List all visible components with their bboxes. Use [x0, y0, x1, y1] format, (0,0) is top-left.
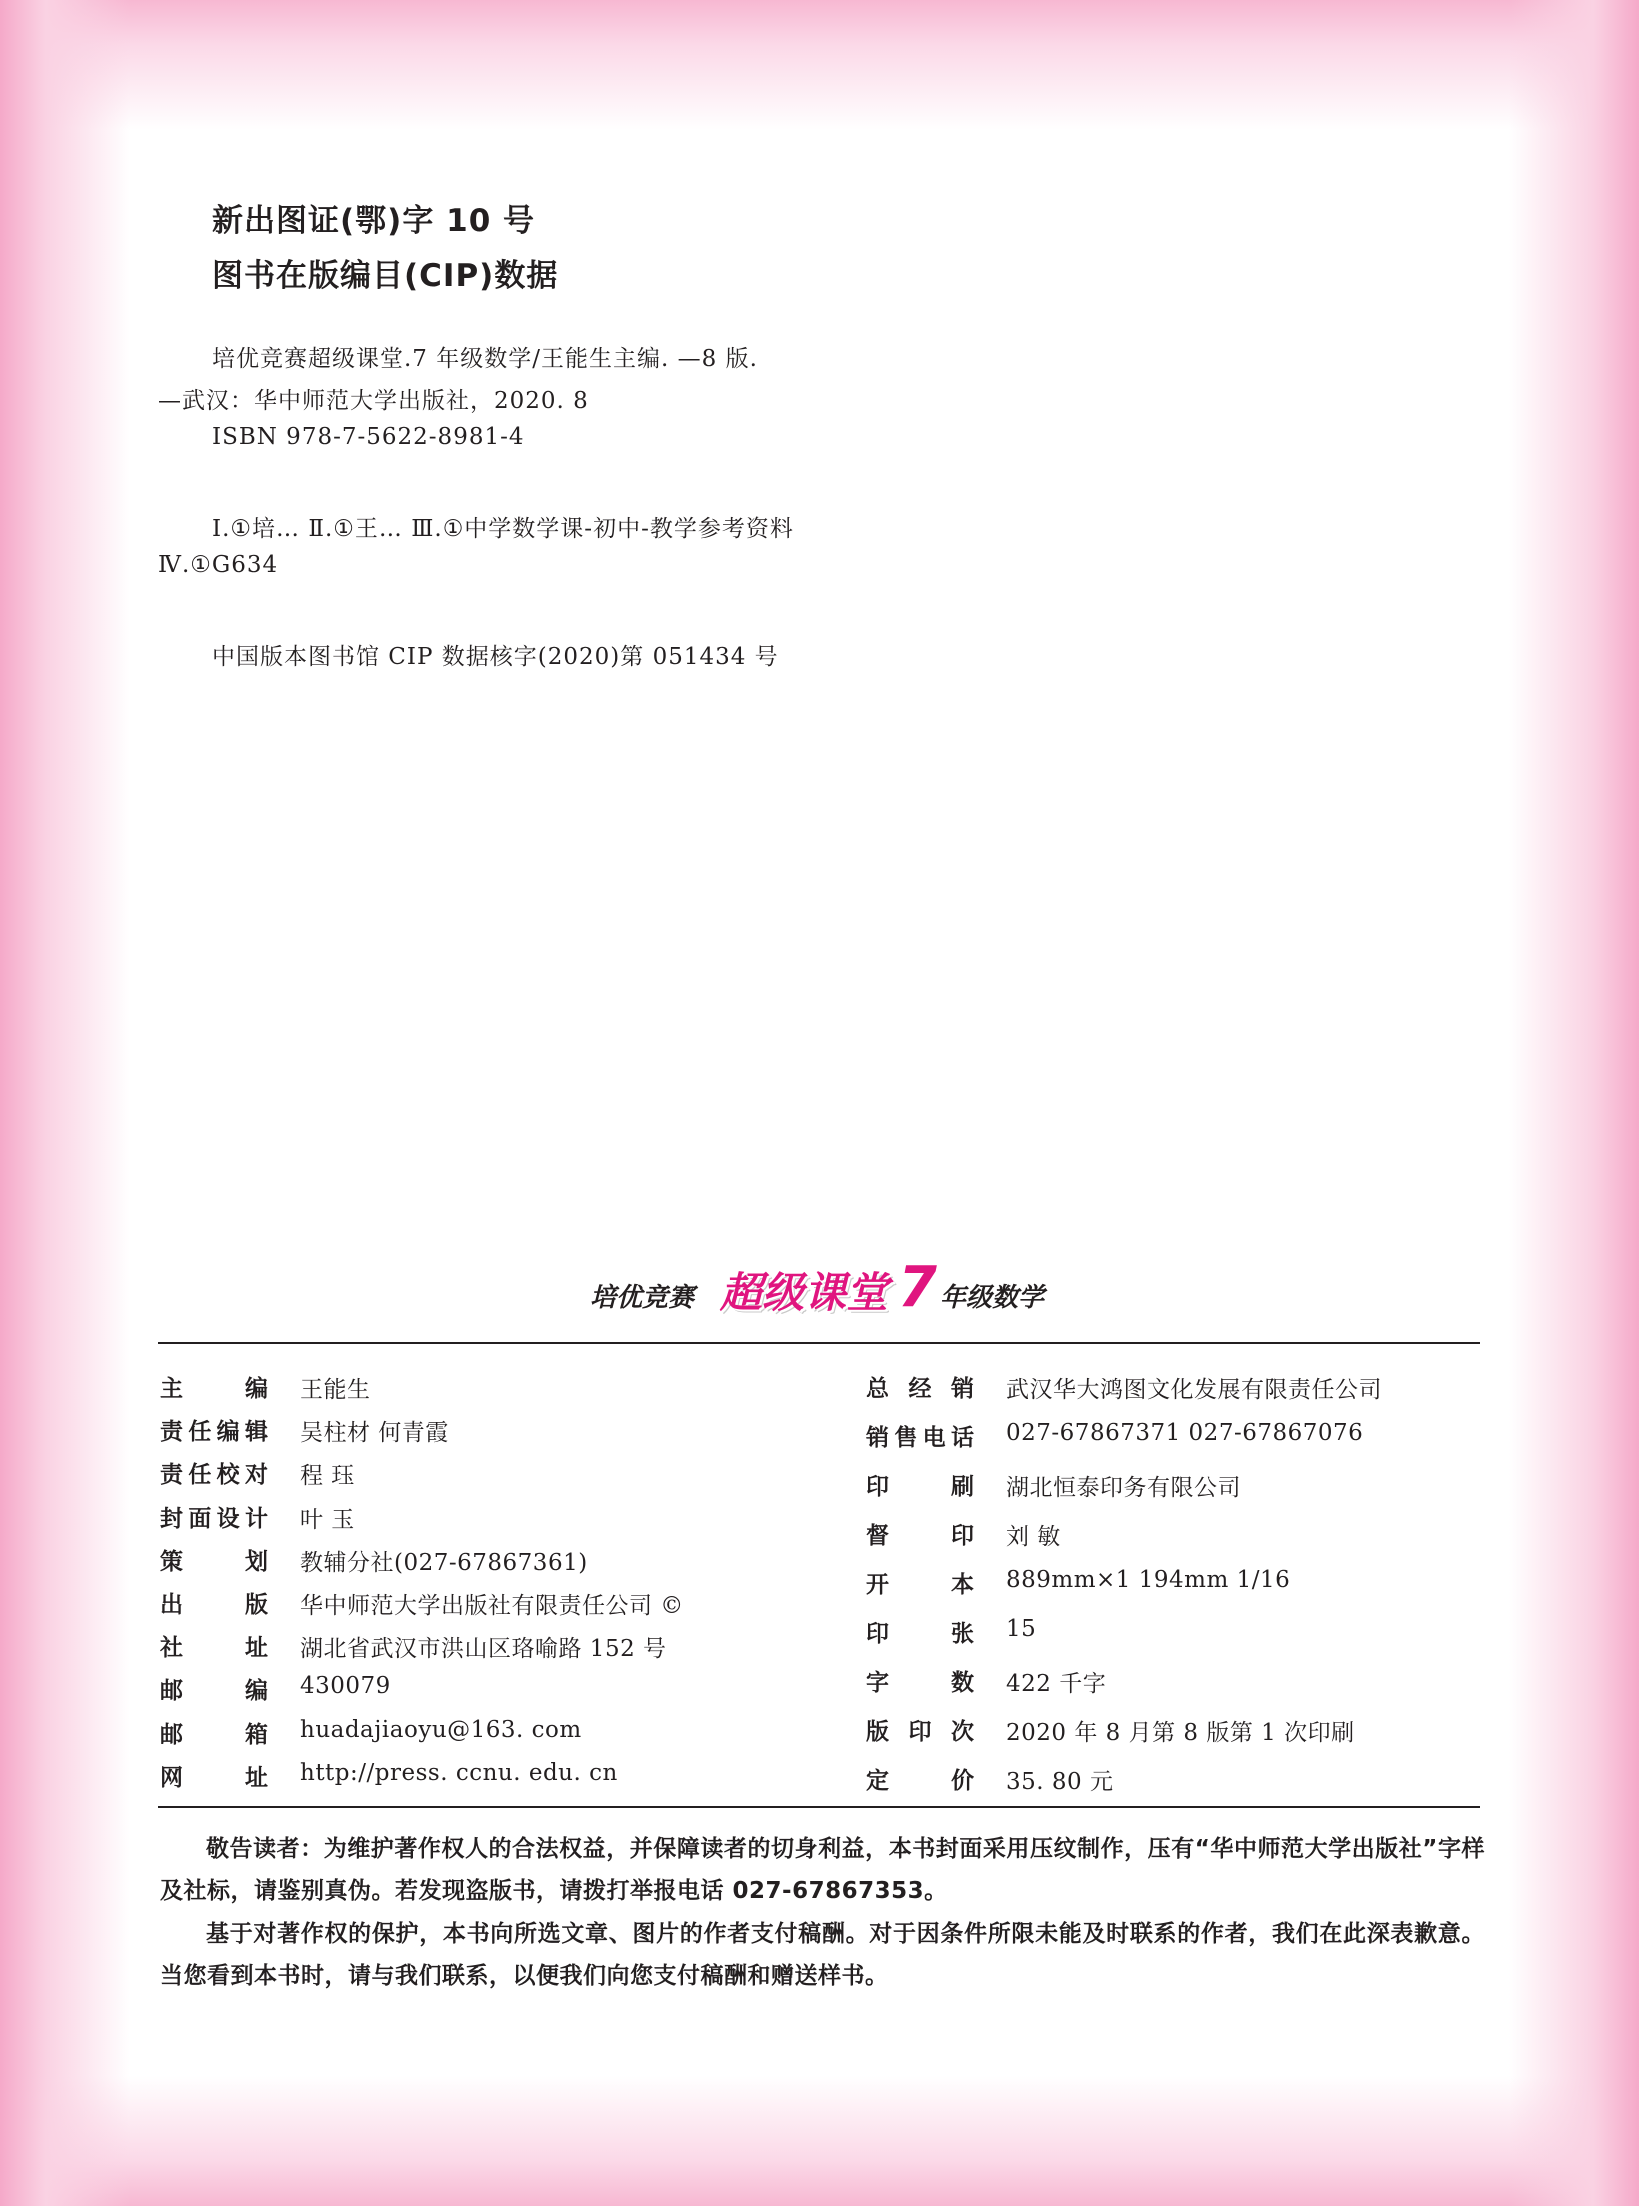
credit-value: 422 千字 — [1006, 1671, 1107, 1697]
credit-value: 430079 — [300, 1673, 391, 1700]
credit-value: 吴柱材 何青霞 — [300, 1420, 449, 1447]
divider-top — [158, 1342, 1480, 1344]
cip-publisher-line: —武汉：华中师范大学出版社，2020. 8 — [158, 388, 589, 414]
credit-label: 定价 — [866, 1768, 974, 1794]
credit-value: 2020 年 8 月第 8 版第 1 次印刷 — [1006, 1720, 1355, 1746]
logo-grade-number: 7 — [898, 1255, 937, 1320]
credit-value: 程 珏 — [300, 1463, 355, 1490]
cip-heading: 图书在版编目(CIP)数据 — [212, 258, 559, 294]
credit-label: 印刷 — [866, 1474, 974, 1500]
credit-value: 华中师范大学出版社有限责任公司 © — [300, 1593, 684, 1619]
divider-bottom — [158, 1806, 1480, 1808]
credit-label: 责任校对 — [160, 1462, 268, 1489]
credit-label: 出版 — [160, 1592, 268, 1618]
series-logo — [580, 1255, 1060, 1325]
cip-classification: Ⅰ.①培… Ⅱ.①王… Ⅲ.①中学数学课-初中-教学参考资料 — [212, 516, 794, 542]
logo-text-chaoji: 超级课堂 — [720, 1268, 889, 1317]
credit-label: 责任编辑 — [160, 1419, 268, 1446]
credit-label: 版印次 — [866, 1719, 974, 1745]
credit-value: 武汉华大鸿图文化发展有限责任公司 — [1006, 1377, 1382, 1403]
cip-classification-cont: Ⅳ.①G634 — [158, 552, 279, 578]
credit-label: 主编 — [160, 1376, 268, 1402]
copyright-notice: 基于对著作权的保护，本书向所选文章、图片的作者支付稿酬。对于因条件所限未能及时联系的作者，我们在此深表歉意。当您看到本书时，请与我们联系，以便我们向您支付稿酬和赠送样书。 — [160, 1921, 1485, 1989]
credit-label: 字数 — [866, 1670, 974, 1696]
credit-value: 027-67867371 027-67867076 — [1006, 1420, 1364, 1446]
logo-text-grade-math: 年级数学 — [940, 1283, 1045, 1313]
credit-label: 开本 — [866, 1572, 974, 1598]
credit-label: 邮编 — [160, 1678, 268, 1705]
credit-value: 刘 敏 — [1006, 1524, 1061, 1550]
credit-value: huadajiaoyu@163. com — [300, 1716, 582, 1743]
credit-value: 湖北省武汉市洪山区珞喻路 152 号 — [300, 1636, 667, 1663]
cip-title-line: 培优竞赛超级课堂.7 年级数学/王能生主编. —8 版. — [212, 346, 758, 372]
credit-label: 销售电话 — [866, 1425, 974, 1451]
credit-label: 策划 — [160, 1548, 268, 1575]
credit-label: 督印 — [866, 1523, 974, 1549]
credit-value: 35. 80 元 — [1006, 1769, 1114, 1795]
credit-value: 王能生 — [300, 1377, 371, 1403]
credit-value: 教辅分社(027-67867361) — [300, 1549, 588, 1576]
credit-value: http://press. ccnu. edu. cn — [300, 1759, 618, 1786]
credit-value: 叶 玉 — [300, 1506, 355, 1533]
cip-isbn: ISBN 978-7-5622-8981-4 — [212, 424, 525, 450]
credit-value: 湖北恒泰印务有限公司 — [1006, 1475, 1241, 1501]
credit-label: 印张 — [866, 1621, 974, 1647]
credit-label: 网址 — [160, 1764, 268, 1791]
credit-label: 邮箱 — [160, 1721, 268, 1748]
credit-label: 封面设计 — [160, 1505, 268, 1532]
credit-value: 889mm×1 194mm 1/16 — [1006, 1567, 1291, 1593]
publication-license: 新出图证(鄂)字 10 号 — [212, 203, 536, 239]
cip-record-number: 中国版本图书馆 CIP 数据核字(2020)第 051434 号 — [212, 644, 779, 670]
credit-label: 社址 — [160, 1635, 268, 1662]
credit-value: 15 — [1006, 1616, 1037, 1642]
logo-text-peiyou: 培优竞赛 — [590, 1283, 695, 1313]
anti-piracy-notice: 敬告读者：为维护著作权人的合法权益，并保障读者的切身利益，本书封面采用压纹制作，压有“华中师范大学出版社”字样及社标，请鉴别真伪。若发现盗版书，请拨打举报电话 027-67867353。 — [160, 1836, 1485, 1904]
credit-label: 总经销 — [866, 1376, 974, 1402]
